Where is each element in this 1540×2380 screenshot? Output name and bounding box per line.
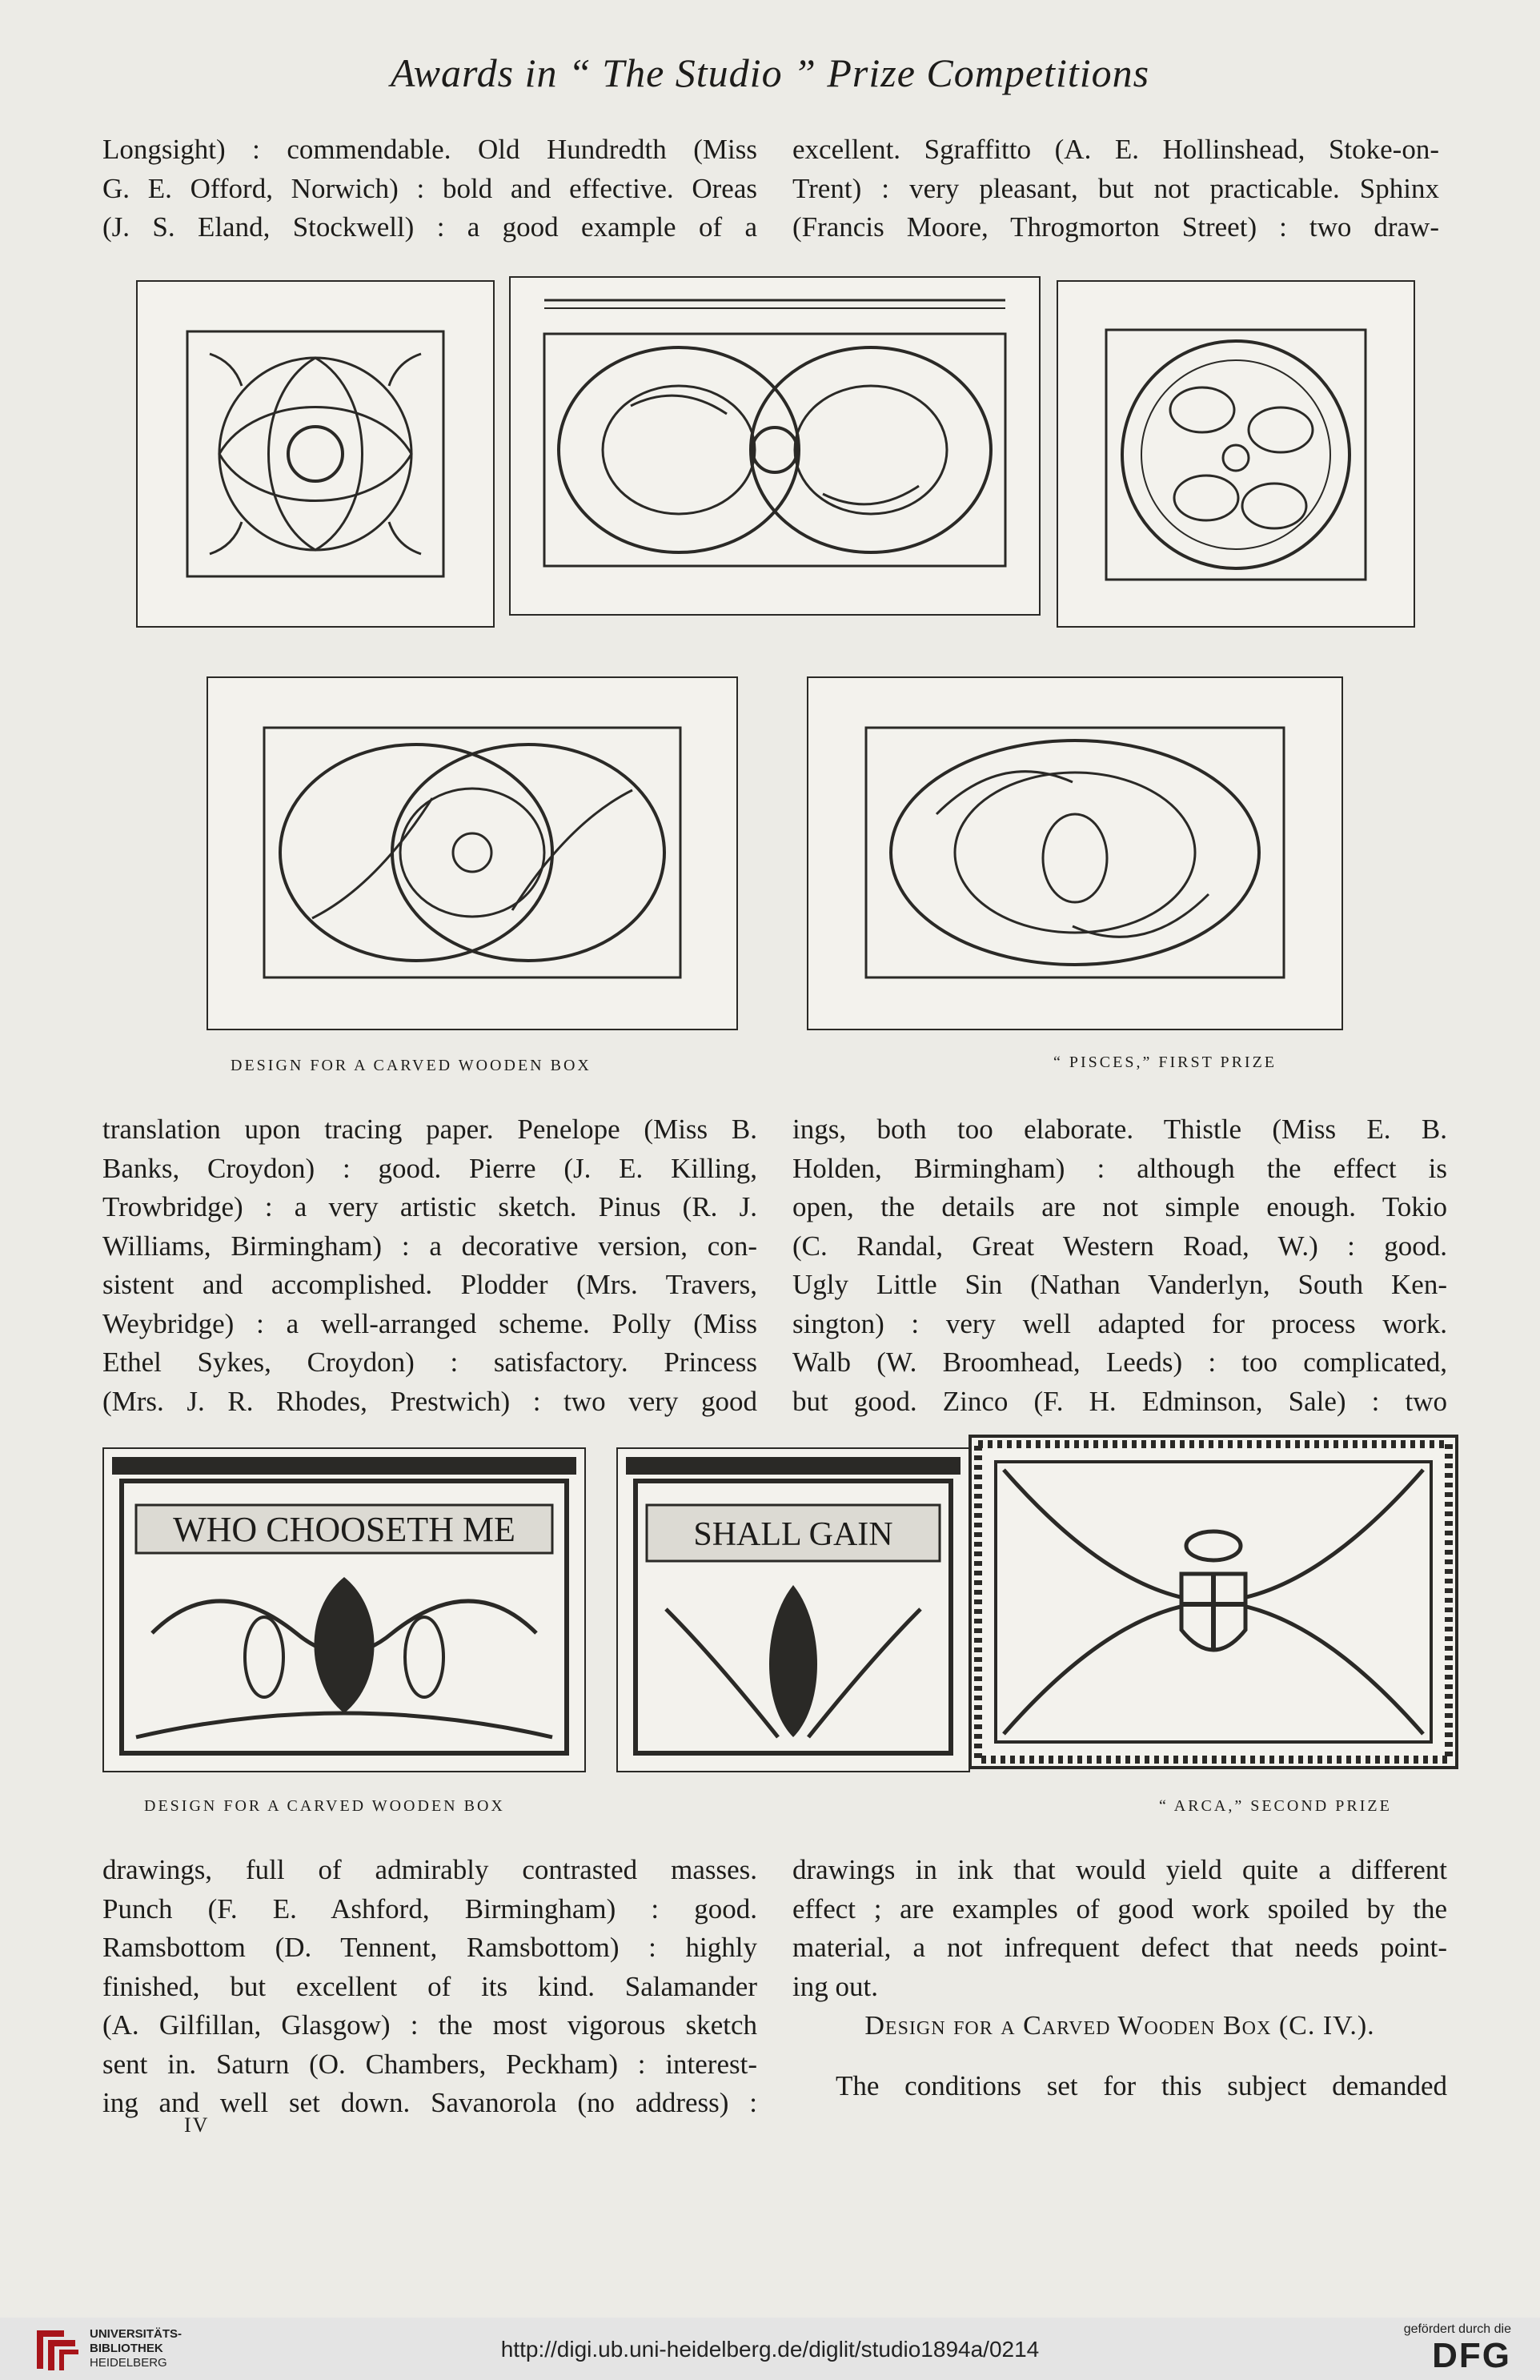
arca-panel-left [102, 1447, 586, 1772]
arca-ornament-left [104, 1449, 584, 1771]
text-line: Williams, Birmingham) : a decorative version, con- [102, 1230, 757, 1262]
text-line: excellent. Sgraffitto (A. E. Hollinshead, Stoke-on- [792, 134, 1439, 165]
text-line: (A. Gilfillan, Glasgow) : the most vigorous sketch [102, 2009, 757, 2041]
pisces-panel-left [136, 280, 495, 628]
pisces-ornament-center [511, 278, 1039, 614]
permalink[interactable]: http://digi.ub.uni-heidelberg.de/diglit/studio1894a/0214 [500, 2337, 1040, 2362]
middle-left-column [102, 1110, 757, 1421]
text-line: Trent) : very pleasant, but not practicable. Sphinx [792, 172, 1439, 204]
arca-motto-center: SHALL GAIN [693, 1516, 893, 1553]
text-line: Banks, Croydon) : good. Pierre (J. E. Killing, [102, 1152, 757, 1184]
library-name-line: HEIDELBERG [90, 2356, 167, 2370]
text-line: material, a not infrequent defect that needs point- [792, 1932, 1447, 1963]
text-line: Punch (F. E. Ashford, Birmingham) : good. [102, 1892, 757, 1924]
text-line: Holden, Birmingham) : although the effect is [792, 1152, 1447, 1184]
top-left-column [102, 130, 757, 247]
pisces-ornament-left [138, 282, 493, 626]
text-line: but good. Zinco (F. H. Edminson, Sale) : two [792, 1385, 1447, 1417]
dfg-logo: DFG [1432, 2336, 1511, 2375]
text-line: Ugly Little Sin (Nathan Vanderlyn, South Ken- [792, 1269, 1447, 1300]
pisces-panel-lower-right [807, 676, 1343, 1030]
figure1-caption-left: DESIGN FOR A CARVED WOODEN BOX [231, 1057, 592, 1074]
text-line: drawings, full of admirably contrasted masses. [102, 1854, 757, 1885]
pisces-panel-center [509, 276, 1041, 616]
digitization-footer [0, 2318, 1540, 2380]
pisces-ornament-right [1058, 282, 1414, 626]
arca-panel-right [969, 1435, 1458, 1769]
text-line: finished, but excellent of its kind. Salamander [102, 1970, 757, 2002]
text-line: (Mrs. J. R. Rhodes, Prestwich) : two very good [102, 1385, 757, 1417]
text-line: translation upon tracing paper. Penelope (Miss B. [102, 1114, 757, 1145]
arca-panel-center [616, 1447, 970, 1772]
text-line: open, the details are not simple enough. Tokio [792, 1191, 1447, 1222]
library-name-line: BIBLIOTHEK [90, 2342, 163, 2355]
funding-note: gefördert durch die [1403, 2322, 1511, 2336]
text-line: Longsight) : commendable. Old Hundredth (Miss [102, 134, 757, 165]
figure1-caption-right: “ PISCES,” FIRST PRIZE [1053, 1054, 1277, 1071]
figure2-caption-left: DESIGN FOR A CARVED WOODEN BOX [144, 1797, 505, 1815]
bottom-right-column [792, 1851, 1447, 2006]
pisces-ornament-lower-left [208, 678, 736, 1029]
arca-ornament-right [972, 1438, 1455, 1766]
library-name-line: UNIVERSITÄTS- [90, 2327, 182, 2341]
text-line: sent in. Saturn (O. Chambers, Peckham) : interest- [102, 2048, 757, 2080]
text-line: effect ; are examples of good work spoiled by the [792, 1892, 1447, 1924]
text-line: drawings in ink that would yield quite a different [792, 1854, 1447, 1885]
text-line: G. E. Offord, Norwich) : bold and effective. Oreas [102, 172, 757, 204]
text-line: (Francis Moore, Throgmorton Street) : two draw- [792, 211, 1439, 243]
section-heading: Design for a Carved Wooden Box (C. IV.). [864, 2011, 1375, 2041]
pisces-panel-right [1057, 280, 1415, 628]
text-line: ing out. [792, 1970, 878, 2002]
text-line: sistent and accomplished. Plodder (Mrs. Travers, [102, 1269, 757, 1300]
text-line: ings, both too elaborate. Thistle (Miss E. B. [792, 1114, 1447, 1145]
text-line: ing and well set down. Savanorola (no address) : [102, 2087, 757, 2118]
text-line: The conditions set for this subject demanded [836, 2070, 1447, 2101]
folio-number: IV [184, 2113, 210, 2137]
bottom-left-column [102, 1851, 757, 2123]
text-line: Ramsbottom (D. Tennent, Ramsbottom) : highly [102, 1932, 757, 1963]
text-line: (J. S. Eland, Stockwell) : a good example of a [102, 211, 757, 243]
middle-right-column [792, 1110, 1447, 1421]
top-right-column [792, 130, 1439, 247]
text-line: Walb (W. Broomhead, Leeds) : too complicated, [792, 1347, 1447, 1378]
arca-motto-left: WHO CHOOSETH ME [173, 1510, 515, 1549]
section-first-line [792, 2067, 1447, 2106]
text-line: (C. Randal, Great Western Road, W.) : good. [792, 1230, 1447, 1262]
text-line: Trowbridge) : a very artistic sketch. Pinus (R. J. [102, 1191, 757, 1222]
text-line: Ethel Sykes, Croydon) : satisfactory. Princess [102, 1347, 757, 1378]
pisces-ornament-lower-right [808, 678, 1341, 1029]
text-line: sington) : very well adapted for process work. [792, 1307, 1447, 1339]
text-line: Weybridge) : a well-arranged scheme. Polly (Miss [102, 1307, 757, 1339]
running-title: Awards in “ The Studio ” Prize Competitions [390, 50, 1150, 95]
pisces-panel-lower-left [207, 676, 738, 1030]
figure2-caption-right: “ ARCA,” SECOND PRIZE [1159, 1797, 1392, 1815]
arca-ornament-center [618, 1449, 969, 1771]
